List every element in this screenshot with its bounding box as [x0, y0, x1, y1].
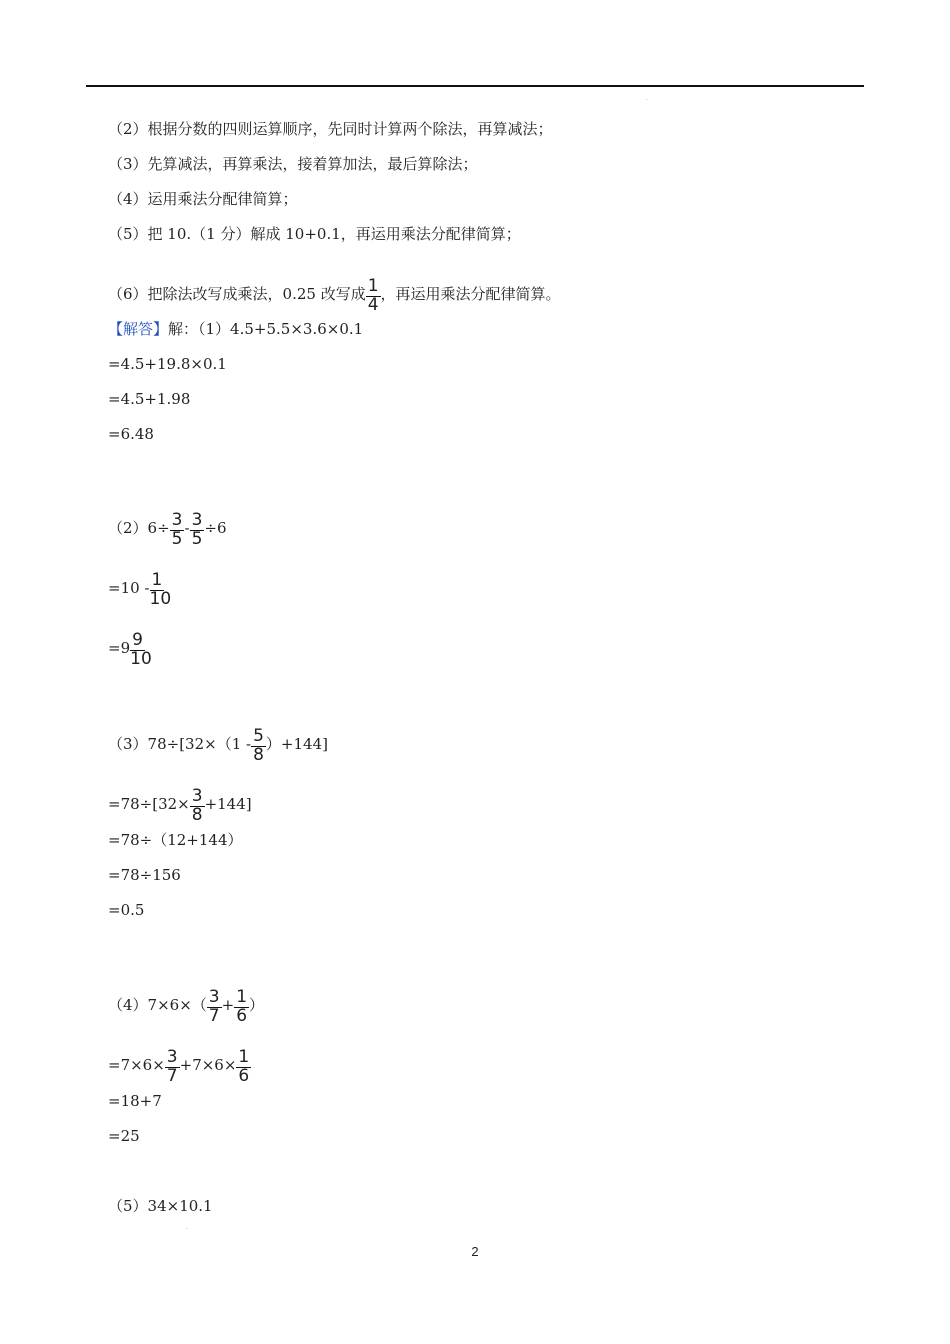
text-segment: （6）把除法改写成乘法，0.25 改写成 [108, 285, 366, 303]
answer-key-label: 【解答】 [108, 320, 169, 338]
denominator: 10 [130, 648, 152, 669]
text-line: （2）根据分数的四则运算顺序，先同时计算两个除法，再算减法； [108, 120, 553, 138]
fraction [366, 275, 381, 315]
text-segment: +144] [204, 795, 252, 813]
text-segment: （4）7×6×（ [108, 996, 207, 1014]
numerator: 1 [367, 275, 379, 296]
text-segment: =78÷[32× [108, 795, 190, 813]
numerator: 1 [236, 986, 248, 1007]
numerator: 1 [238, 1046, 250, 1067]
numerator: 3 [208, 986, 220, 1007]
text-line [108, 629, 152, 669]
denominator: 7 [208, 1005, 220, 1026]
text-segment: =7×6× [108, 1056, 165, 1074]
numerator: 3 [191, 509, 203, 530]
text-line: （5）34×10.1 [108, 1197, 213, 1215]
fraction [207, 986, 222, 1026]
fraction [236, 1046, 251, 1086]
text-line: =78÷（12+144） [108, 831, 243, 849]
text-segment: ÷6 [204, 519, 227, 537]
text-segment: =10 - [108, 579, 150, 597]
fraction [149, 569, 172, 609]
text-segment: （3）78÷[32×（1 - [108, 735, 252, 753]
fraction [190, 785, 205, 825]
text-line [108, 725, 328, 765]
text-line: （4）运用乘法分配律简算； [108, 190, 298, 208]
fraction [130, 629, 152, 669]
fraction [165, 1046, 180, 1086]
fraction [251, 725, 266, 765]
text-line [108, 275, 561, 315]
text-line: （5）把 10.（1 分）解成 10+0.1，再运用乘法分配律简算； [108, 225, 521, 243]
text-segment: - [184, 519, 190, 537]
text-line [108, 509, 227, 549]
text-segment: ）+144] [265, 735, 328, 753]
text-segment: + [221, 996, 235, 1014]
text-line: =6.48 [108, 425, 154, 443]
numerator: 5 [253, 725, 264, 746]
denominator: 4 [367, 294, 379, 315]
text-segment: =9 [108, 639, 131, 657]
numerator: 1 [151, 569, 163, 590]
text-segment: 解：（1）4.5+5.5×3.6×0.1 [168, 320, 364, 338]
denominator: 6 [238, 1065, 250, 1086]
text-line: =25 [108, 1127, 140, 1145]
denominator: 7 [166, 1065, 178, 1086]
text-line: =78÷156 [108, 866, 181, 884]
denominator: 5 [191, 528, 203, 549]
text-line [108, 986, 265, 1026]
text-segment: ） [249, 996, 265, 1014]
denominator: 5 [171, 528, 183, 549]
denominator: 8 [253, 744, 264, 765]
header-rule [86, 85, 864, 87]
fraction [170, 509, 185, 549]
text-segment: ，再运用乘法分配律简算。 [380, 285, 561, 303]
text-segment: （2）6÷ [108, 519, 170, 537]
text-line: =18+7 [108, 1092, 162, 1110]
numerator: 9 [132, 629, 143, 650]
denominator: 6 [236, 1005, 248, 1026]
speck: · [646, 97, 648, 104]
text-line [108, 569, 172, 609]
answer-line [108, 319, 363, 339]
page-number: 2 [471, 1244, 479, 1259]
text-line: =4.5+19.8×0.1 [108, 355, 227, 373]
fraction [234, 986, 249, 1026]
numerator: 3 [191, 785, 203, 806]
speck: · [186, 1226, 188, 1233]
numerator: 3 [166, 1046, 178, 1067]
denominator: 10 [149, 588, 172, 609]
text-line: （3）先算减法，再算乘法，接着算加法，最后算除法； [108, 155, 478, 173]
text-line [108, 785, 252, 825]
text-line: =0.5 [108, 901, 145, 919]
fraction [190, 509, 205, 549]
numerator: 3 [171, 509, 183, 530]
text-line [108, 1046, 251, 1086]
text-segment: +7×6× [179, 1056, 237, 1074]
text-line: =4.5+1.98 [108, 390, 191, 408]
denominator: 8 [191, 804, 203, 825]
